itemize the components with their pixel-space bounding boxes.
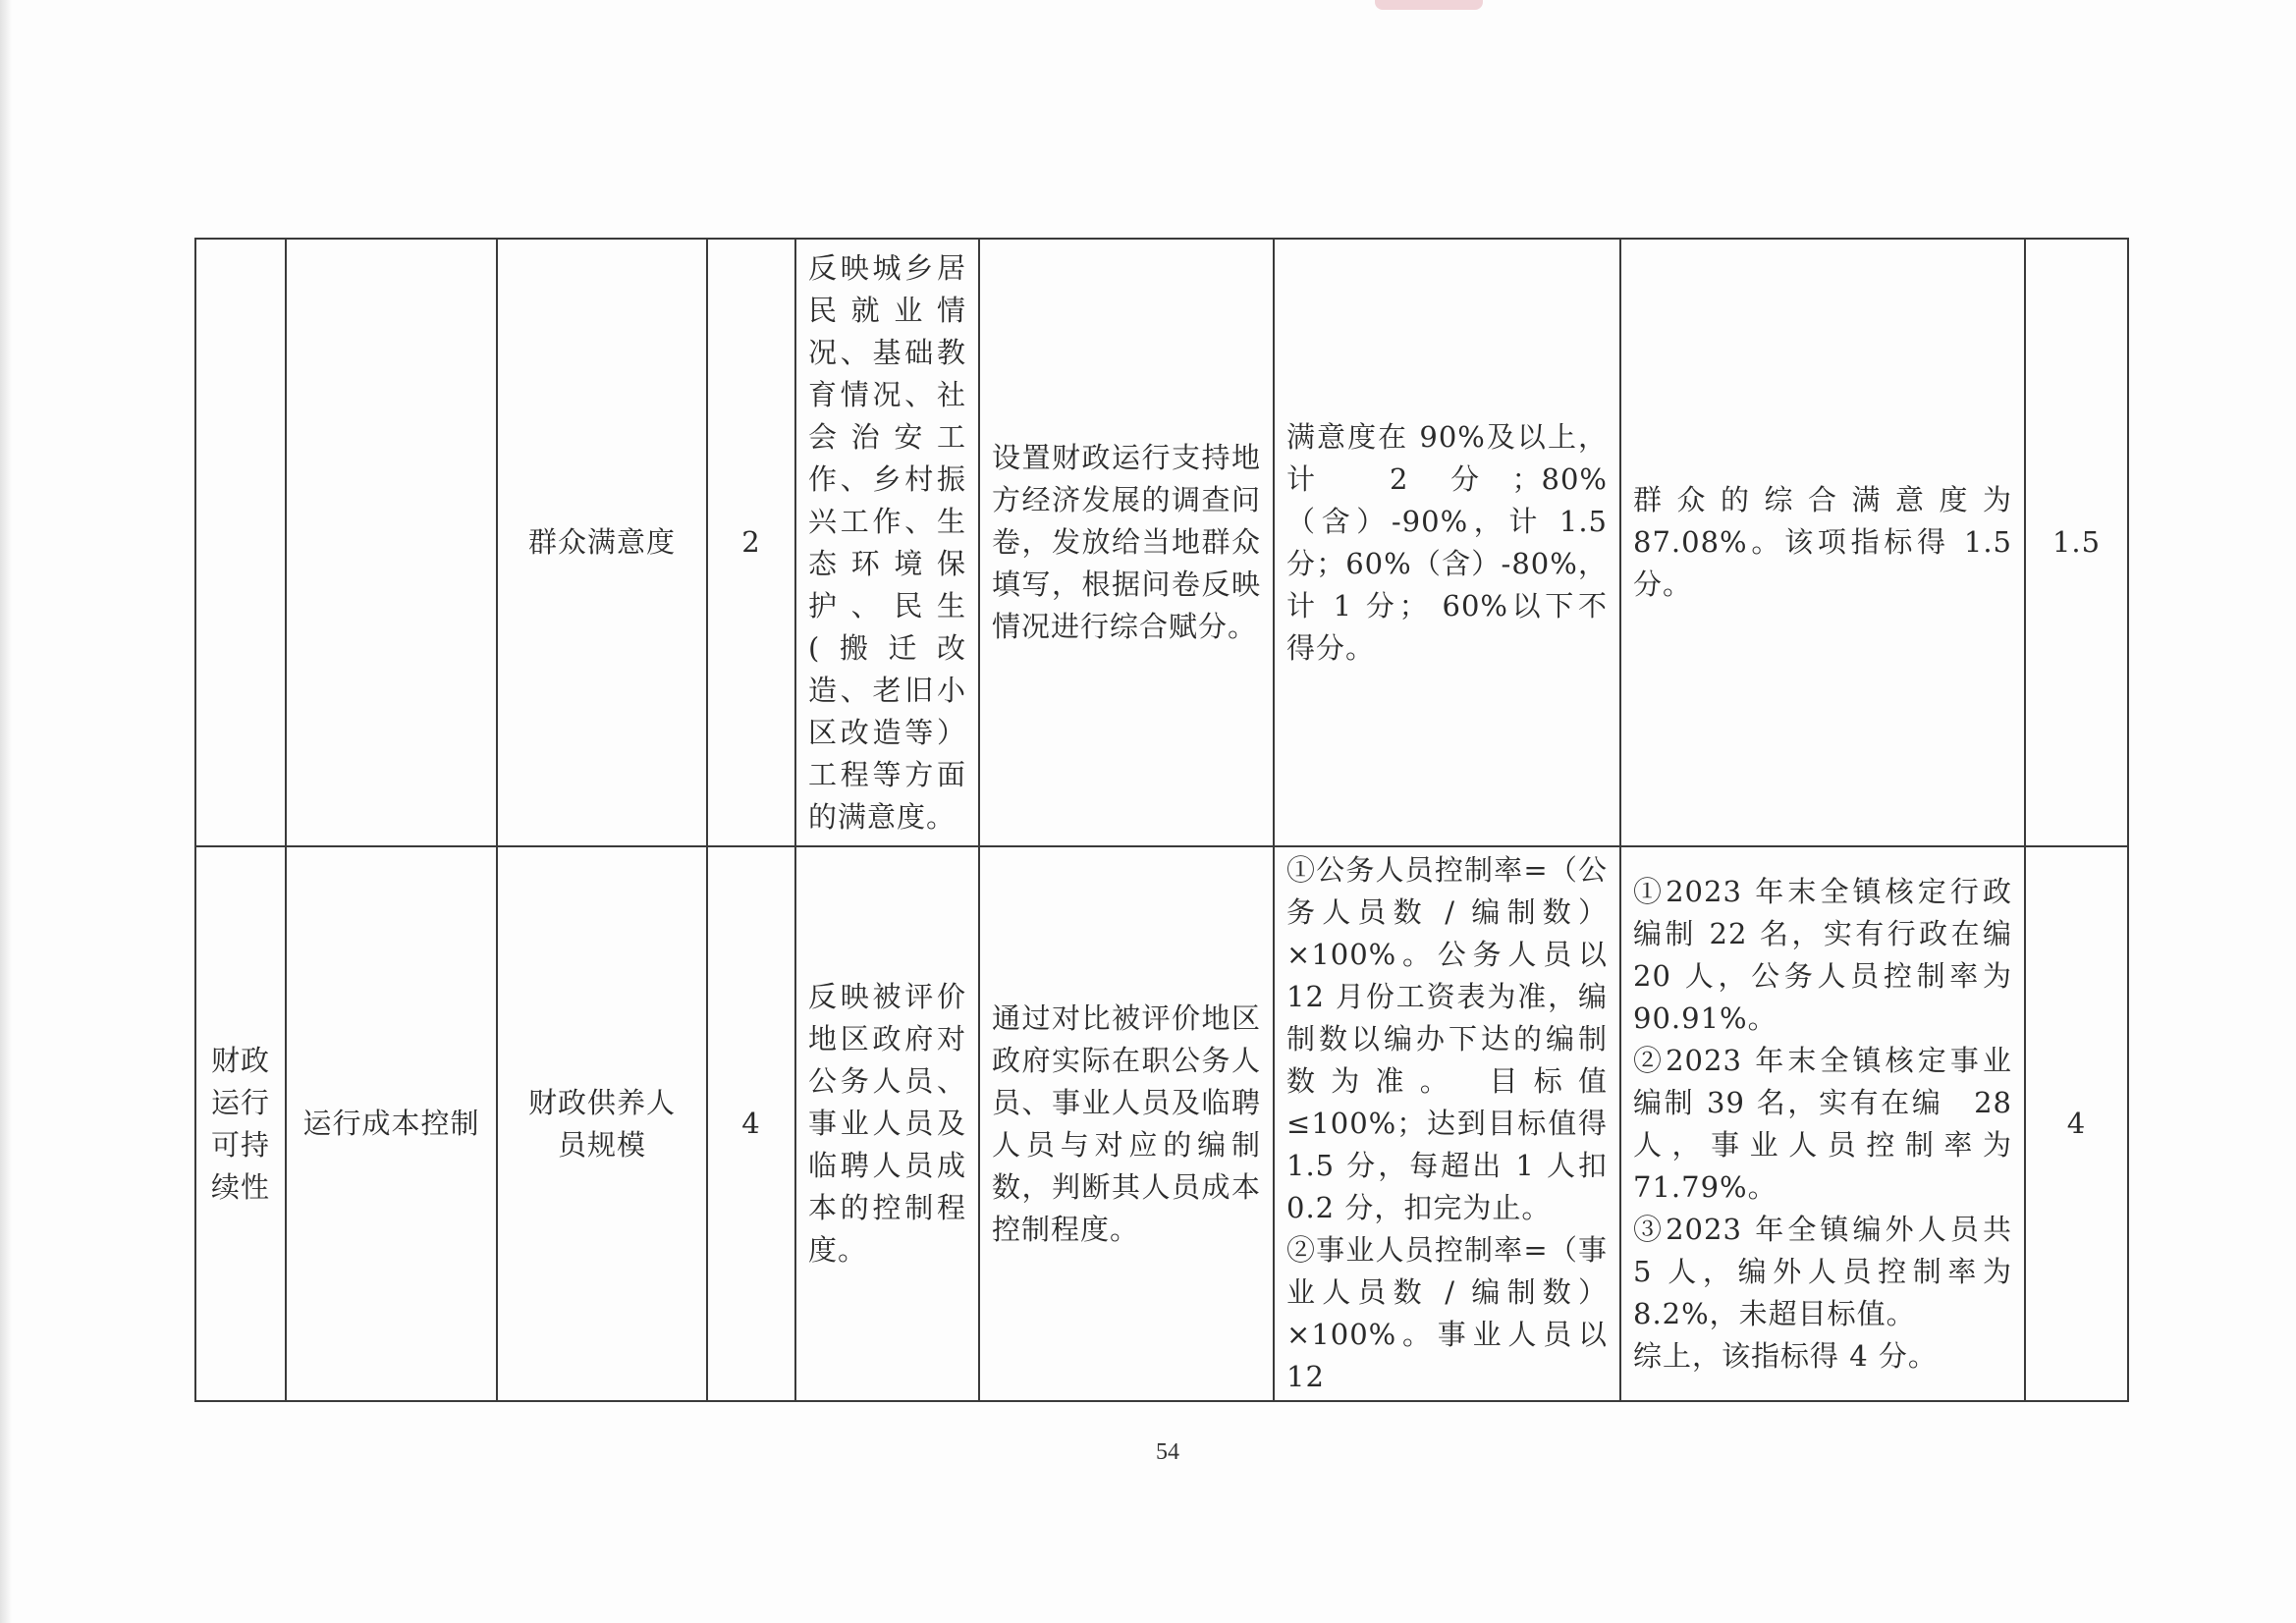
weight-cell: 2 — [707, 239, 795, 846]
indicator-cell: 群众满意度 — [497, 239, 707, 846]
scan-edge-shadow — [0, 0, 12, 1623]
standard-cell — [1274, 846, 1620, 1401]
standard-part: ②事业人员控制率=（事业人员数 / 编制数）×100%。事业人员以 12 — [1286, 1233, 1608, 1393]
score-cell: 1.5 — [2025, 239, 2128, 846]
table-row — [195, 239, 2128, 846]
evidence-line: 群众的综合满意度为 87.08%。该项指标得 1.5 分。 — [1633, 483, 2012, 601]
stamp-mark — [1375, 0, 1483, 10]
evidence-line: ③2023 年全镇编外人员共 5 人，编外人员控制率为 8.2%，未超目标值。 — [1633, 1212, 2012, 1330]
evidence-cell — [1620, 239, 2025, 846]
category-cell: 运行成本控制 — [286, 846, 497, 1401]
meaning-cell: 反映城乡居民就业情况、基础教育情况、社会治安工作、乡村振兴工作、生态环境保护、民生(搬迁改造、老旧小区改造等）工程等方面的满意度。 — [795, 239, 979, 846]
dimension-cell — [195, 239, 286, 846]
standard-cell: 满意度在 90%及以上，计 2 分；80%（含）-90%，计 1.5 分；60%（含）-80%，计 1 分； 60%以下不得分。 — [1274, 239, 1620, 846]
evidence-line: ②2023 年末全镇核定事业编制 39 名，实有在编 28 人，事业人员控制率为 71.79%。 — [1633, 1043, 2012, 1204]
indicator-cell: 财政供养人员规模 — [497, 846, 707, 1401]
weight-cell: 4 — [707, 846, 795, 1401]
evaluation-table — [194, 238, 2129, 1402]
meaning-cell: 反映被评价地区政府对公务人员、事业人员及临聘人员成本的控制程度。 — [795, 846, 979, 1401]
evidence-line: ①2023 年末全镇核定行政编制 22 名，实有行政在编 20 人，公务人员控制率为 90.91%。 — [1633, 874, 2012, 1035]
method-cell: 设置财政运行支持地方经济发展的调查问卷，发放给当地群众填写，根据问卷反映情况进行综合赋分。 — [979, 239, 1274, 846]
standard-part: ①公务人员控制率=（公务人员数 / 编制数）×100%。公务人员以 12 月份工资表为准，编制数以编办下达的编制数为准。 目标值≤100%；达到目标值得 1.5 分，每超出 1 人扣 0.2 分，扣完为止。 — [1286, 853, 1608, 1224]
evidence-cell — [1620, 846, 2025, 1401]
score-cell: 4 — [2025, 846, 2128, 1401]
category-cell — [286, 239, 497, 846]
table-row — [195, 846, 2128, 1401]
method-cell: 通过对比被评价地区政府实际在职公务人员、事业人员及临聘人员与对应的编制数，判断其人员成本控制程度。 — [979, 846, 1274, 1401]
evidence-line: 综上，该指标得 4 分。 — [1633, 1338, 1938, 1373]
page-number: 54 — [1156, 1439, 1179, 1465]
dimension-cell: 财政运行可持续性 — [195, 846, 286, 1401]
